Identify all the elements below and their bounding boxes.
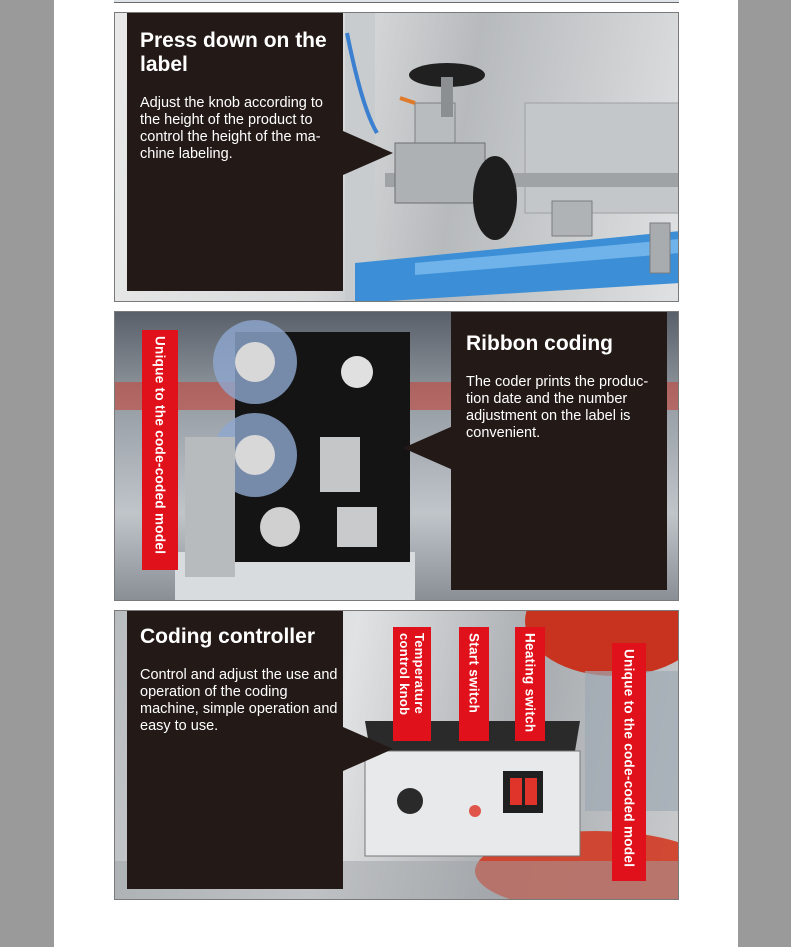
info-card-press bbox=[127, 13, 343, 291]
model-tag-label: Unique to the code-coded model bbox=[152, 336, 168, 555]
panel-ribbon-coding bbox=[114, 311, 679, 601]
start-switch-tag bbox=[459, 627, 489, 741]
panel-title: Ribbon coding bbox=[466, 332, 613, 355]
panel-body: Adjust the knob according to the height of the product to control the height of the ma-chine labeling. bbox=[140, 95, 323, 162]
panel-press-label bbox=[114, 12, 679, 302]
temperature-knob-label: Temperature control knob bbox=[397, 633, 427, 716]
callout-pointer bbox=[403, 426, 453, 470]
panel-coding-controller bbox=[114, 610, 679, 900]
info-card-controller bbox=[127, 611, 343, 889]
panel-body: The coder prints the produc-tion date and the number adjustment on the label is convenient. bbox=[466, 374, 649, 441]
panel-title: Coding controller bbox=[140, 625, 315, 648]
start-switch-label: Start switch bbox=[466, 633, 482, 714]
temperature-knob-tag bbox=[393, 627, 431, 741]
page-content bbox=[54, 0, 738, 947]
info-card-ribbon bbox=[451, 312, 667, 590]
panel-body: Control and adjust the use and operation of the coding machine, simple operation and easy to use. bbox=[140, 667, 338, 734]
callout-pointer bbox=[343, 727, 393, 771]
model-tag bbox=[142, 330, 178, 570]
top-divider bbox=[114, 0, 679, 3]
heating-switch-label: Heating switch bbox=[522, 633, 538, 733]
model-tag bbox=[612, 643, 646, 881]
panel-title: Press down on the label bbox=[140, 29, 327, 76]
callout-pointer bbox=[343, 131, 393, 175]
heating-switch-tag bbox=[515, 627, 545, 741]
model-tag-label: Unique to the code-coded model bbox=[621, 649, 637, 868]
